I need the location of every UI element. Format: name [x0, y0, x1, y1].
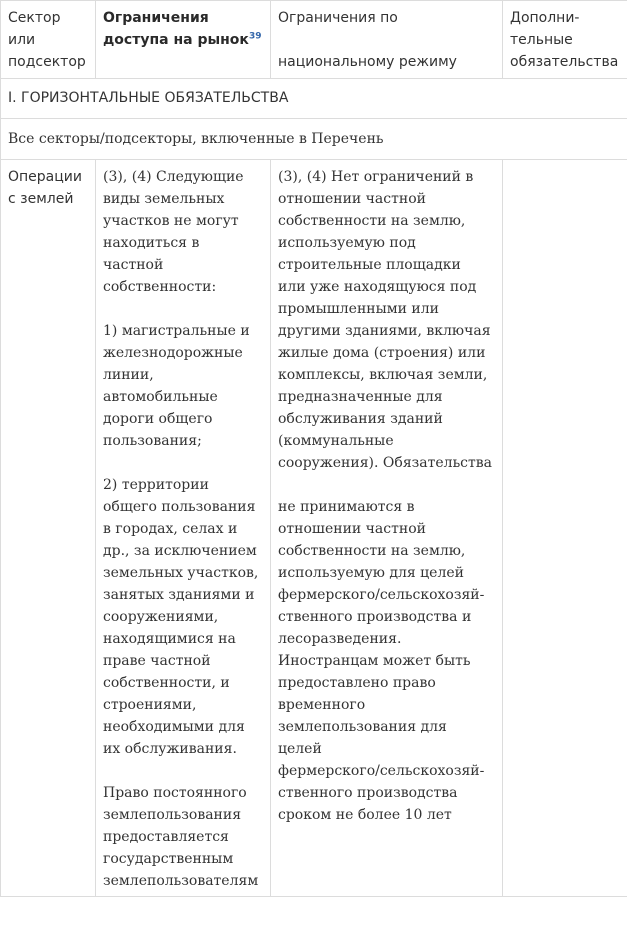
text-line: землепользования для: [278, 719, 447, 735]
text-line: 2) территории: [103, 477, 209, 493]
text-line: землепользования: [103, 807, 242, 823]
text-line: предоставлено право: [278, 675, 436, 691]
text-line: временного: [278, 697, 366, 713]
text-line: используемую под: [278, 235, 416, 251]
text-line: (3), (4) Нет ограничений в: [278, 169, 474, 185]
text-line: необходимыми для: [103, 719, 245, 735]
text-line: общего пользования: [103, 499, 256, 515]
text-line: ственного производства: [278, 785, 458, 801]
text-line: жилые дома (строения) или: [278, 345, 486, 361]
header-sector: [1, 1, 96, 79]
scope-text: Все секторы/подсекторы, включенные в Перечень: [1, 119, 627, 160]
market-access-intro: [103, 166, 263, 298]
header-market-access-line: [103, 29, 263, 51]
section-title: I. ГОРИЗОНТАЛЬНЫЕ ОБЯЗАТЕЛЬСТВА: [1, 79, 627, 119]
text-line: Иностранцам может быть: [278, 653, 471, 669]
text-line: строительные площадки: [278, 257, 461, 273]
text-line: используемую для целей: [278, 565, 464, 581]
text-line: пользования;: [103, 433, 202, 449]
header-market-access-line: Ограничения: [103, 10, 209, 26]
text-line: Право постоянного: [103, 785, 247, 801]
text-line: праве частной: [103, 653, 211, 669]
land-operations-row: [1, 160, 627, 897]
text-line: землепользователям: [103, 873, 259, 889]
national-treatment-cell: [271, 160, 503, 897]
market-access-item-2: [103, 474, 263, 760]
text-line: железнодорожные: [103, 345, 243, 361]
header-additional-line: обязательства: [510, 54, 619, 70]
header-sector-line: или: [8, 32, 36, 48]
text-line: ственного производства и: [278, 609, 472, 625]
text-line: собственности:: [103, 279, 217, 295]
text-line: собственности, и: [103, 675, 230, 691]
section-row: [1, 79, 627, 119]
spacer: [103, 298, 263, 320]
text-line: комплексы, включая земли,: [278, 367, 488, 383]
spacer: [278, 474, 495, 496]
text-line: находиться в: [103, 235, 200, 251]
text-line: находящимися на: [103, 631, 236, 647]
text-line: государственным: [103, 851, 234, 867]
text-line: (коммунальные: [278, 433, 394, 449]
text-line: не принимаются в: [278, 499, 415, 515]
scope-row: [1, 119, 627, 160]
text-line: земельных участков,: [103, 565, 259, 581]
header-national-treatment: [271, 1, 503, 79]
header-additional: [503, 1, 627, 79]
text-line: 1) магистральные и: [103, 323, 250, 339]
market-access-item-1: [103, 320, 263, 452]
text-line: или уже находящуюся под: [278, 279, 477, 295]
text-line: занятых зданиями и: [103, 587, 255, 603]
text-line: автомобильные: [103, 389, 218, 405]
spacer: [103, 760, 263, 782]
text-line: предоставляется: [103, 829, 229, 845]
text-line: лесоразведения.: [278, 631, 402, 647]
header-additional-line: Дополни-: [510, 10, 580, 26]
text-line: другими зданиями, включая: [278, 323, 491, 339]
header-row: [1, 1, 627, 79]
spacer: [103, 452, 263, 474]
sector-line: с землей: [8, 191, 74, 207]
text-line: в городах, селах и: [103, 521, 238, 537]
text-line: линии,: [103, 367, 154, 383]
additional-commitments-cell: [503, 160, 627, 897]
text-line: участков не могут: [103, 213, 239, 229]
header-market-access: [96, 1, 271, 79]
sector-cell: [1, 160, 96, 897]
footnote-link[interactable]: 39: [248, 31, 262, 42]
text-line: фермерского/сельскохозяй-: [278, 763, 485, 779]
national-treatment-part-1: [278, 166, 495, 474]
text-line: отношении частной: [278, 191, 426, 207]
header-sector-line: подсектор: [8, 54, 86, 70]
text-line: предназначенные для: [278, 389, 443, 405]
text-line: частной: [103, 257, 164, 273]
text-line: (3), (4) Следующие: [103, 169, 244, 185]
text-line: отношении частной: [278, 521, 426, 537]
text-line: сооружениями,: [103, 609, 219, 625]
market-access-item-3: [103, 782, 263, 892]
text-line: собственности на землю,: [278, 543, 466, 559]
text-line: др., за исключением: [103, 543, 257, 559]
header-market-access-text: доступа на рынок: [103, 32, 249, 48]
header-sector-line: Сектор: [8, 10, 61, 26]
text-line: сроком не более 10 лет: [278, 807, 452, 823]
text-line: сооружения). Обязательства: [278, 455, 492, 471]
text-line: промышленными или: [278, 301, 439, 317]
text-line: их обслуживания.: [103, 741, 237, 757]
spacer: [278, 29, 495, 51]
text-line: строениями,: [103, 697, 197, 713]
text-line: дороги общего: [103, 411, 213, 427]
text-line: собственности на землю,: [278, 213, 466, 229]
text-line: фермерского/сельскохозяй-: [278, 587, 485, 603]
text-line: виды земельных: [103, 191, 225, 207]
text-line: целей: [278, 741, 322, 757]
header-national-line: национальному режиму: [278, 54, 457, 70]
header-national-line: Ограничения по: [278, 10, 398, 26]
sector-line: Операции: [8, 169, 82, 185]
national-treatment-part-2: [278, 496, 495, 826]
header-additional-line: тельные: [510, 32, 573, 48]
market-access-cell: [96, 160, 271, 897]
text-line: обслуживания зданий: [278, 411, 443, 427]
